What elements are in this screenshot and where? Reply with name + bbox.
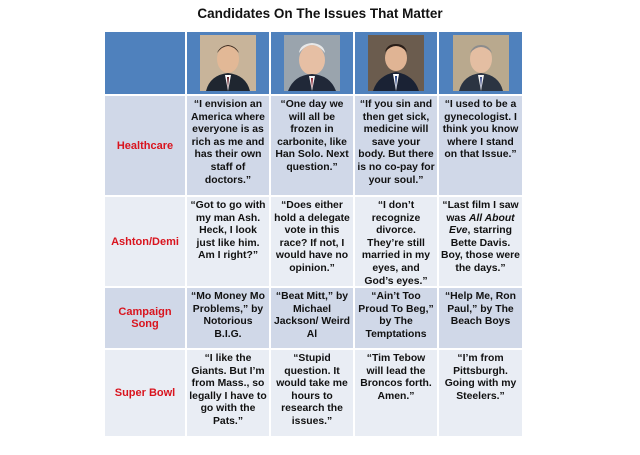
quote-cell: “I used to be a gynecologist. I think you know where I stand on that Issue.” — [439, 96, 522, 195]
quote-cell: “Help Me, Ron Paul,” by The Beach Boys — [439, 288, 522, 348]
quote-cell: “I’m from Pittsburgh. Going with my Steelers.” — [439, 350, 522, 436]
quote-text-start: “Last film I saw was — [442, 200, 519, 224]
quote-cell: “Tim Tebow will lead the Broncos forth. Amen.” — [355, 350, 437, 436]
quote-cell: “Beat Mitt,” by Michael Jackson/ Weird Al — [271, 288, 353, 348]
candidate-2-portrait — [284, 35, 340, 91]
quote-cell: “Ain’t Too Proud To Beg,” by The Temptations — [355, 288, 437, 348]
quote-cell: “I don’t recognize divorce. They’re still married in my eyes, and God’s eyes.” — [355, 197, 437, 286]
candidate-1-header — [187, 32, 269, 94]
candidate-4-header — [439, 32, 522, 94]
quote-cell — [439, 197, 522, 286]
page-title: Candidates On The Issues That Matter — [197, 6, 443, 21]
row-label-healthcare: Healthcare — [105, 96, 185, 195]
quote-cell: “Mo Money Mo Problems,” by Notorious B.I.G. — [187, 288, 269, 348]
issues-table — [105, 32, 522, 436]
quote-text-end: , starring Bette Davis. Boy, those were the days.” — [441, 225, 520, 274]
quote-cell: “Does either hold a delegate vote in this race? If not, I would have no opinion.” — [271, 197, 353, 286]
header-corner-cell — [105, 32, 185, 94]
candidate-3-header — [355, 32, 437, 94]
row-label-ashton-demi: Ashton/Demi — [105, 197, 185, 286]
film-title: All About Eve — [449, 212, 515, 237]
row-label-super-bowl: Super Bowl — [105, 350, 185, 436]
quote-cell: “One day we will all be frozen in carbonite, like Han Solo. Next question.” — [271, 96, 353, 195]
candidate-2-header — [271, 32, 353, 94]
candidate-1-portrait — [200, 35, 256, 91]
quote-cell: “I like the Giants. But I’m from Mass., so legally I have to go with the Pats.” — [187, 350, 269, 436]
candidate-4-portrait — [453, 35, 509, 91]
quote-cell: “Got to go with my man Ash. Heck, I look just like him. Am I right?” — [187, 197, 269, 286]
quote-cell: “I envision an America where everyone is as rich as me and has their own staff of doctors.” — [187, 96, 269, 195]
candidate-3-portrait — [368, 35, 424, 91]
quote-cell: “If you sin and then get sick, medicine will save your body. But there is no co-pay for your soul.” — [355, 96, 437, 195]
row-label-campaign-song: Campaign Song — [105, 288, 185, 348]
quote-cell: “Stupid question. It would take me hours to research the issues.” — [271, 350, 353, 436]
